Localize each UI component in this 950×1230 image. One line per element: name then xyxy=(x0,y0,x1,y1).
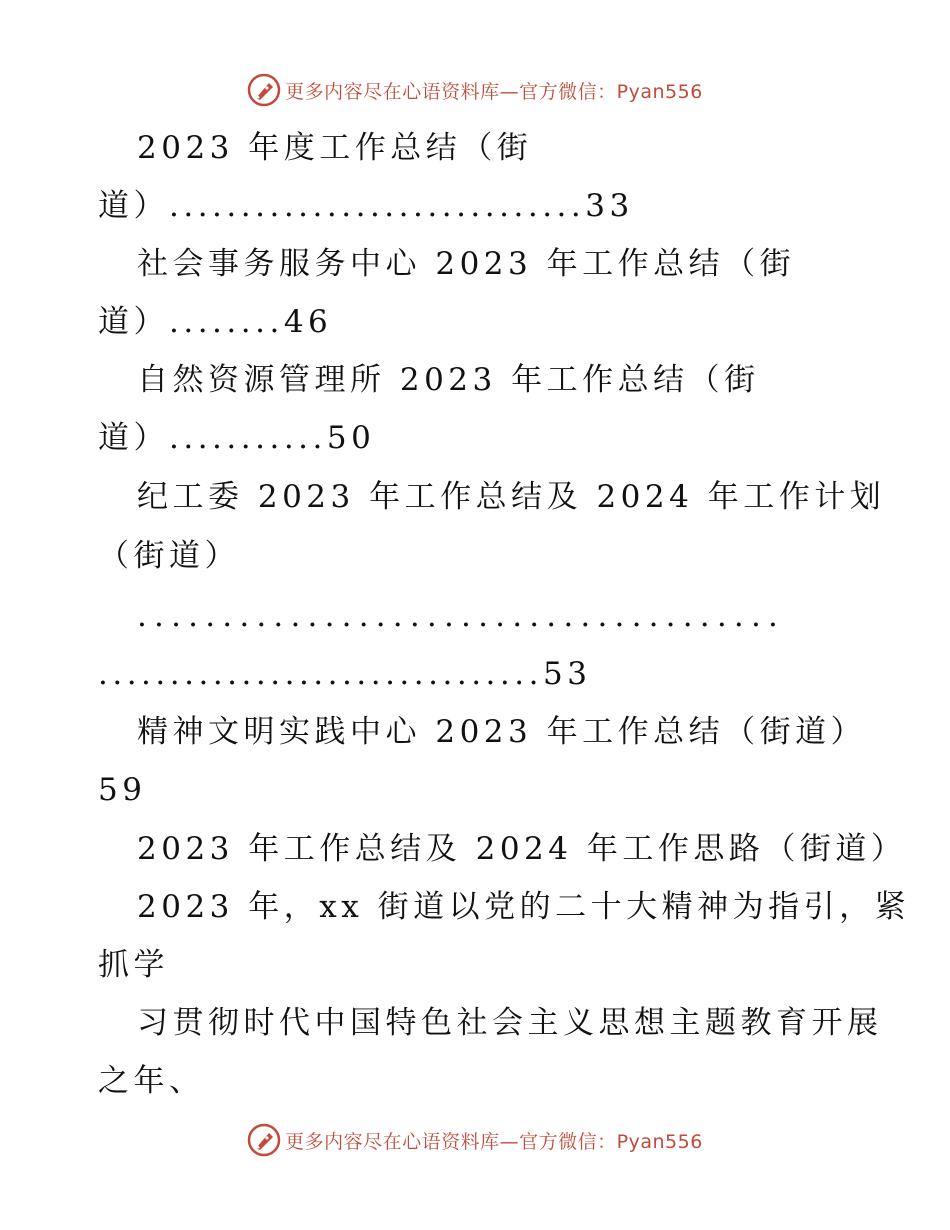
watermark-text: 更多内容尽在心语资料库—官方微信：Pyan556 xyxy=(285,1130,703,1153)
toc-line: 道）...........50 xyxy=(98,420,376,456)
toc-line: ...............................53 xyxy=(98,656,592,692)
toc-line: 精神文明实践中心 2023 年工作总结（街道） xyxy=(137,714,867,750)
toc-line: 社会事务服务中心 2023 年工作总结（街 xyxy=(137,246,796,282)
toc-line: 纪工委 2023 年工作总结及 2024 年工作计划 xyxy=(137,479,886,515)
section-title: 2023 年工作总结及 2024 年工作思路（街道） xyxy=(137,831,907,867)
toc-dots-line: ...................................... xyxy=(137,598,786,634)
toc-line: 道）........46 xyxy=(98,304,333,340)
body-line: 之年、 xyxy=(98,1063,205,1099)
toc-line: 自然资源管理所 2023 年工作总结（街 xyxy=(137,362,760,398)
watermark-text: 更多内容尽在心语资料库—官方微信：Pyan556 xyxy=(285,80,703,103)
toc-line: （街道） xyxy=(98,538,240,574)
body-line: 抓学 xyxy=(98,947,169,983)
pen-nib-logo-icon xyxy=(247,1123,281,1157)
toc-line: 道）.............................33 xyxy=(98,188,634,224)
watermark-footer xyxy=(0,1120,950,1160)
toc-line: 59 xyxy=(98,772,147,808)
body-line: 习贯彻时代中国特色社会主义思想主题教育开展 xyxy=(137,1005,883,1041)
toc-line: 2023 年度工作总结（街 xyxy=(137,130,533,166)
body-line: 2023 年，xx 街道以党的二十大精神为指引，紧 xyxy=(137,889,911,925)
